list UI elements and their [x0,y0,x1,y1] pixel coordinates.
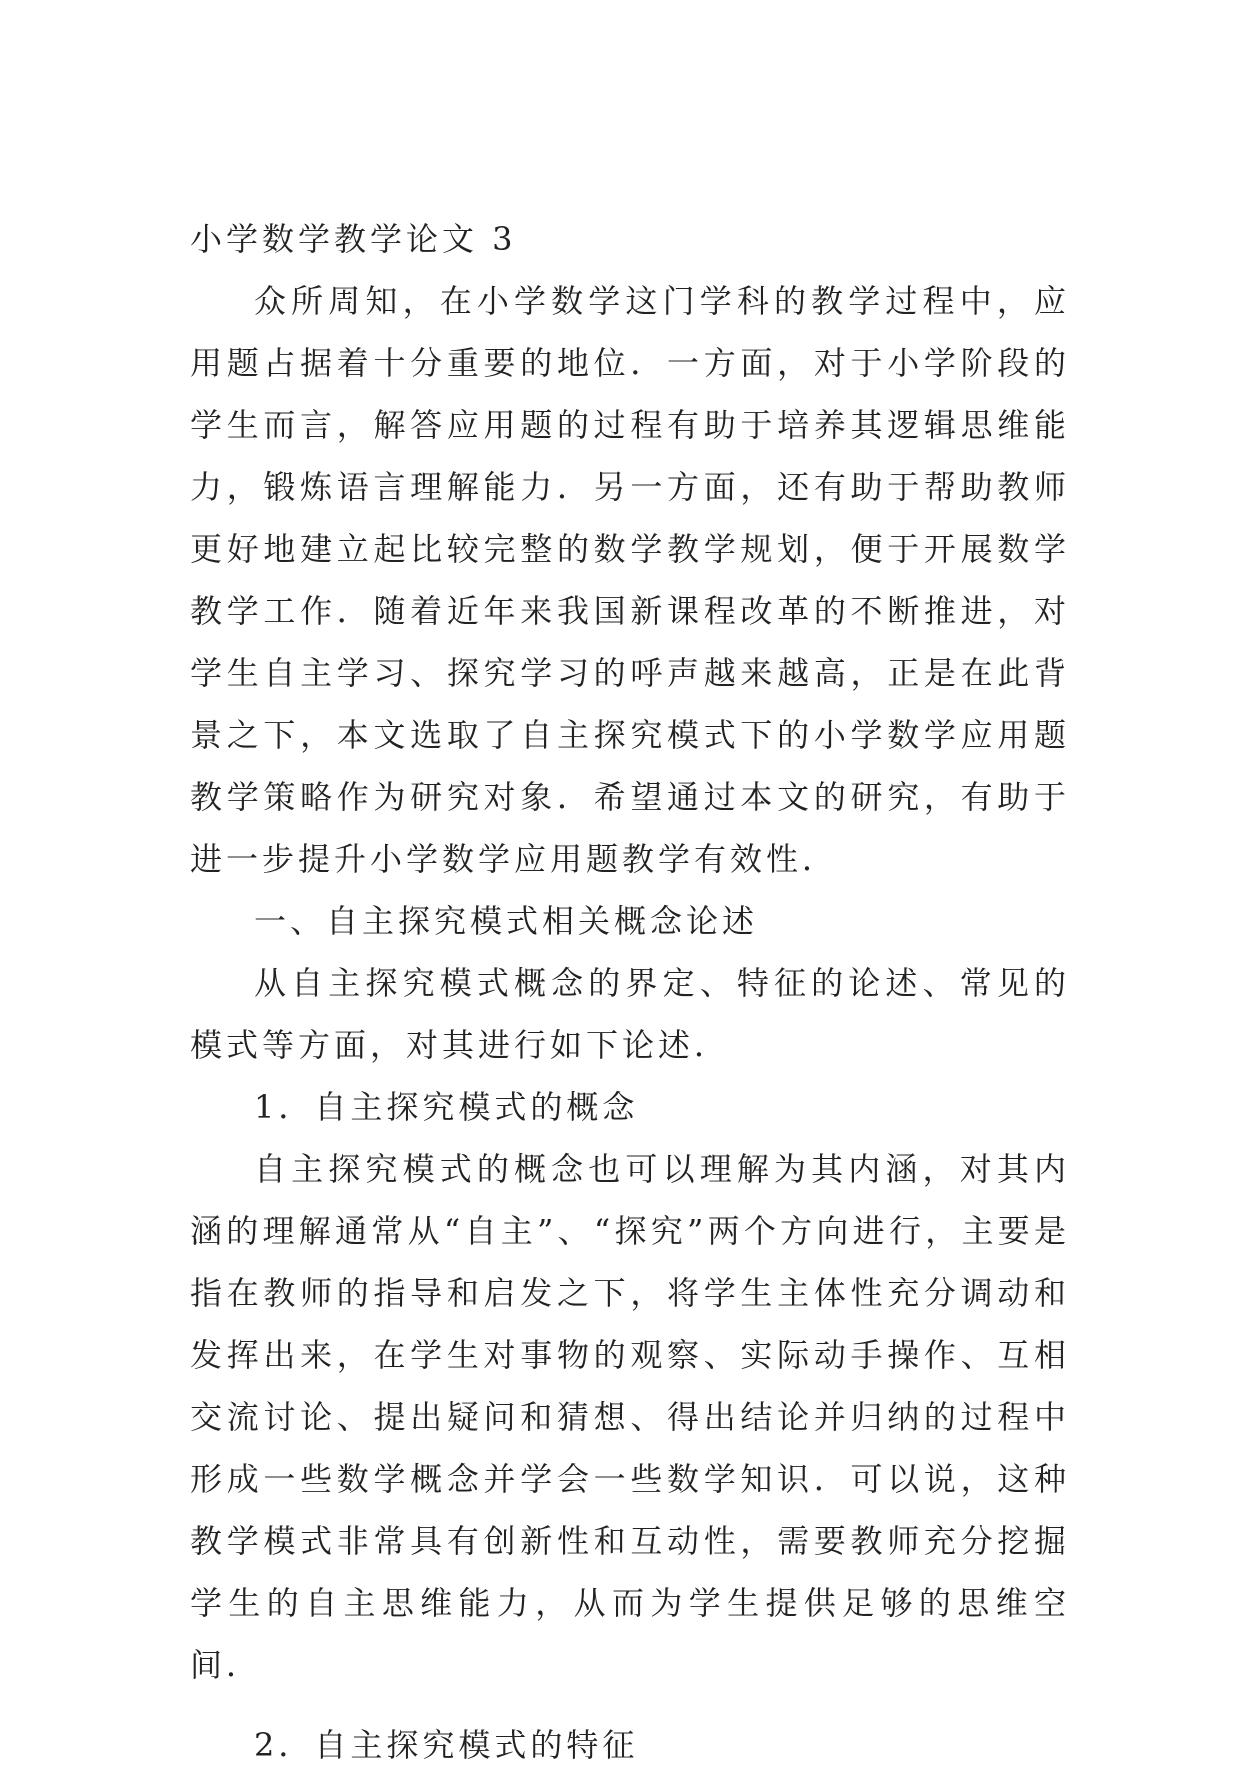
subsection-heading-1: 1．自主探究模式的概念 [254,1088,639,1126]
section-1-paragraph: 从自主探究模式概念的界定、特征的论述、常见的模式等方面，对其进行如下论述． [190,964,1070,1064]
intro-paragraph: 众所周知，在小学数学这门学科的教学过程中，应用题占据着十分重要的地位．一方面，对于小学阶段的学生而言，解答应用题的过程有助于培养其逻辑思维能力，锻炼语言理解能力．另一方面，还有助于帮助教师更好地建立起比较完整的数学教学规划，便于开展数学教学工作．随着近年来我国新课程改革的不断推进，对学生自主学习、探究学习的呼声越来越高，正是在此背景之下，本文选取了自主探究模式下的小学数学应用题教学策略作为研究对象．希望通过本文的研究，有助于进一步提升小学数学应用题教学有效性． [190,282,1070,878]
subsection-heading-2: 2．自主探究模式的特征 [254,1726,639,1764]
concept-paragraph: 自主探究模式的概念也可以理解为其内涵，对其内涵的理解通常从“自主”、“探究”两个方向进行，主要是指在教师的指导和启发之下，将学生主体性充分调动和发挥出来，在学生对事物的观察、实际动手操作、互相交流讨论、提出疑问和猜想、得出结论并归纳的过程中形成一些数学概念并学会一些数学知识．可以说，这种教学模式非常具有创新性和互动性，需要教师充分挖掘学生的自主思维能力，从而为学生提供足够的思维空间． [190,1150,1070,1684]
document-body [190,208,1070,1776]
section-heading-1: 一、自主探究模式相关概念论述 [254,902,759,940]
document-title: 小学数学教学论文 3 [190,220,517,258]
